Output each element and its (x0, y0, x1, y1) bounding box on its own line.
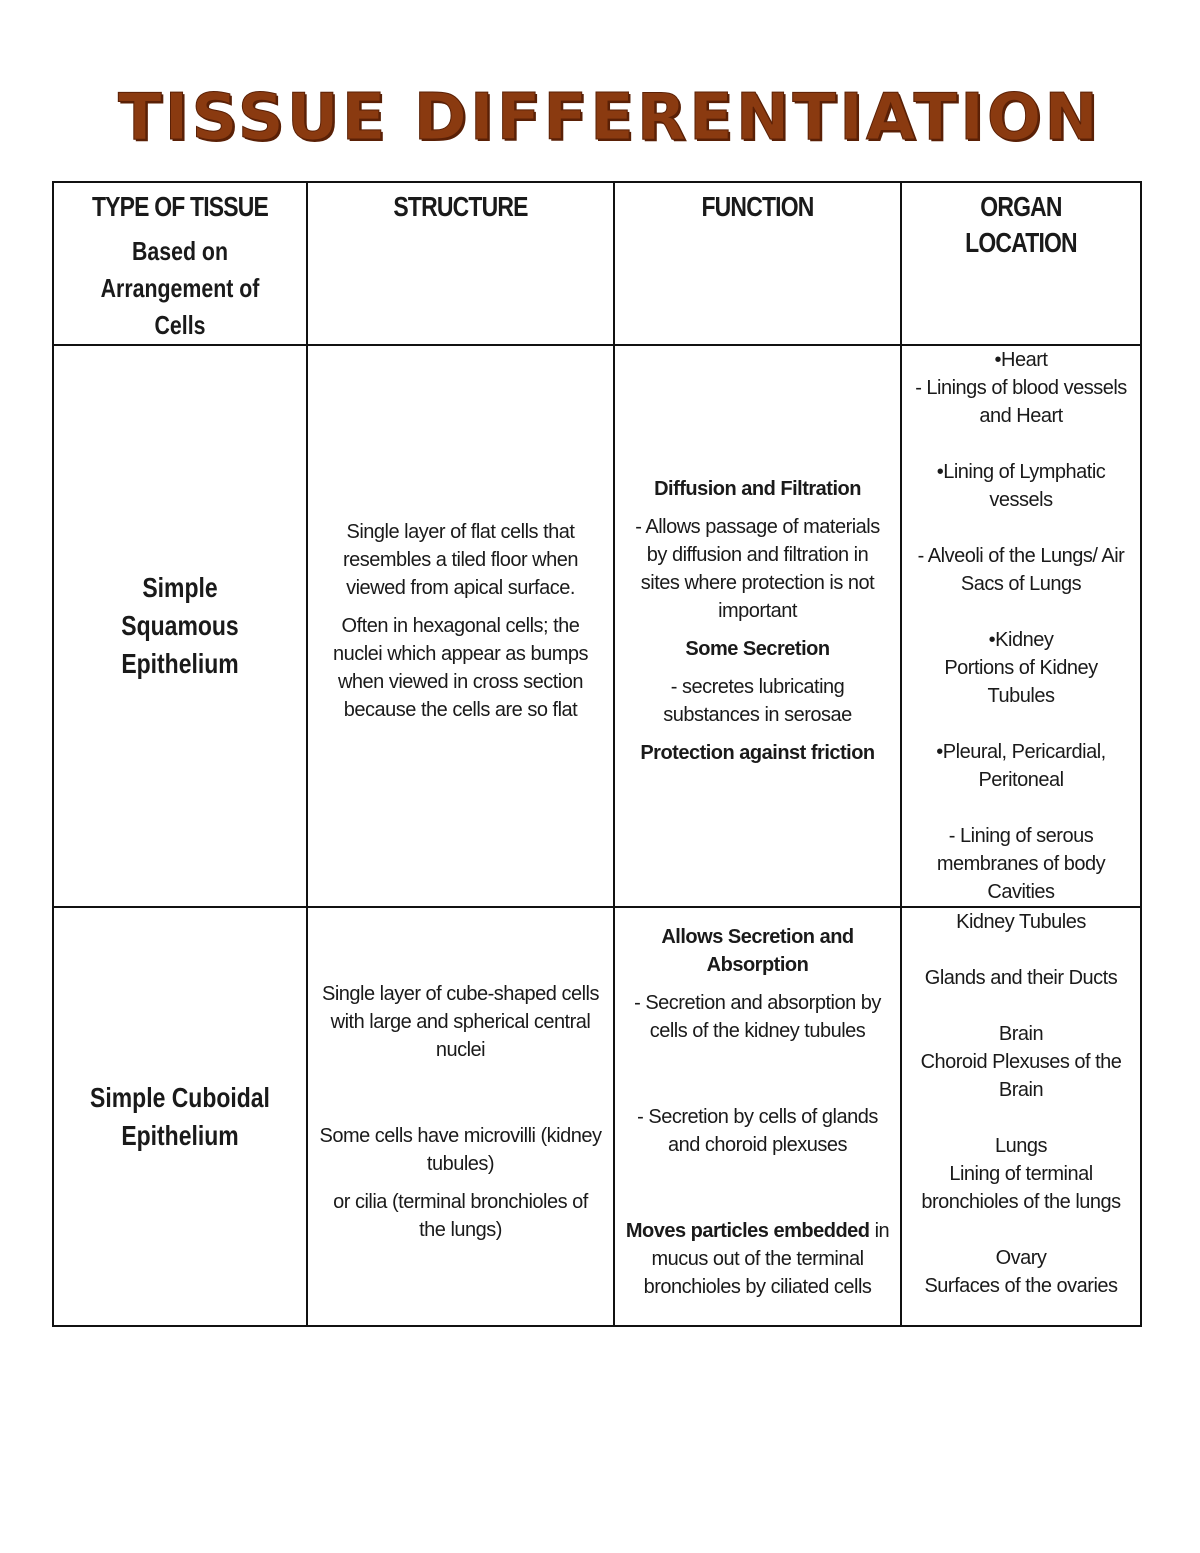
tissue-table (52, 181, 1142, 1327)
table-row (53, 345, 1141, 907)
structure-text: Single layer of flat cells that resembles a tiled floor when viewed from apical surface. (342, 521, 578, 599)
cell-type (53, 907, 307, 1326)
function-heading: Allows Secretion and Absorption (661, 925, 854, 976)
function-heading: Some Secretion (685, 638, 830, 660)
cell-structure (307, 345, 614, 907)
organ-text: Surfaces of the ovaries (924, 1275, 1118, 1297)
function-text (625, 1217, 890, 1245)
page-title: TISSUE DIFFERENTIATION (118, 81, 1101, 155)
function-heading: Diffusion and Filtration (654, 478, 861, 500)
table-row (53, 907, 1141, 1326)
cell-function (614, 907, 901, 1326)
cell-organ (901, 907, 1141, 1326)
organ-text: •Heart (994, 349, 1048, 371)
function-text: - Secretion and absorption by cells of the kidney tubules (634, 991, 881, 1042)
structure-text: Some cells have microvilli (kidney tubules) (319, 1124, 602, 1175)
structure-text: or cilia (terminal bronchioles of the lungs) (333, 1190, 588, 1241)
organ-text: Choroid Plexuses of the Brain (920, 1051, 1122, 1101)
organ-text: - Lining of serous membranes of body Cavities (936, 825, 1106, 903)
organ-text: •Kidney (988, 629, 1054, 651)
organ-text: •Lining of Lymphatic vessels (936, 461, 1106, 511)
tissue-type: Simple Cuboidal Epithelium (90, 1081, 270, 1151)
cell-function (614, 345, 901, 907)
organ-text: Kidney Tubules (956, 911, 1086, 933)
header-function-label: FUNCTION (701, 191, 814, 222)
function-text-tail: in (869, 1219, 890, 1242)
header-organ-label: ORGAN LOCATION (965, 191, 1077, 258)
cell-structure (307, 907, 614, 1326)
function-heading: Protection against friction (640, 742, 875, 764)
organ-text: Ovary (995, 1247, 1047, 1269)
header-organ (901, 182, 1141, 345)
organ-text: Lungs (995, 1135, 1047, 1157)
tissue-type: Simple Squamous Epithelium (121, 572, 239, 679)
header-type (53, 182, 307, 345)
table-header-row (53, 182, 1141, 345)
organ-text: •Pleural, Pericardial, Peritoneal (936, 741, 1106, 791)
structure-text: Single layer of cube-shaped cells with large and spherical central nuclei (321, 982, 599, 1061)
cell-type (53, 345, 307, 907)
organ-text: Glands and their Ducts (924, 967, 1118, 989)
organ-text: Portions of Kidney Tubules (944, 657, 1098, 707)
function-text: mucus out of the terminal bronchioles by ciliated cells (643, 1247, 872, 1298)
organ-text: Brain (998, 1023, 1044, 1045)
structure-text: Often in hexagonal cells; the nuclei which appear as bumps when viewed in cross section because the cells are so flat (332, 615, 589, 721)
function-text: - secretes lubricating substances in serosae (663, 676, 852, 726)
function-text: - Allows passage of materials by diffusion and filtration in sites where protection is not important (635, 516, 880, 622)
organ-text: - Alveoli of the Lungs/ Air Sacs of Lungs (917, 545, 1125, 595)
cell-organ (901, 345, 1141, 907)
function-text: - Secretion by cells of glands and choroid plexuses (637, 1105, 878, 1156)
header-structure (307, 182, 614, 345)
organ-text: - Linings of blood vessels and Heart (915, 377, 1127, 427)
header-type-subtitle: Based on Arrangement of Cells (100, 236, 260, 340)
header-type-label: TYPE OF TISSUE (91, 191, 269, 222)
function-heading: Moves particles embedded (625, 1219, 870, 1242)
header-structure-label: STRUCTURE (393, 191, 528, 222)
header-function (614, 182, 901, 345)
organ-text: Lining of terminal bronchioles of the lungs (921, 1163, 1121, 1213)
